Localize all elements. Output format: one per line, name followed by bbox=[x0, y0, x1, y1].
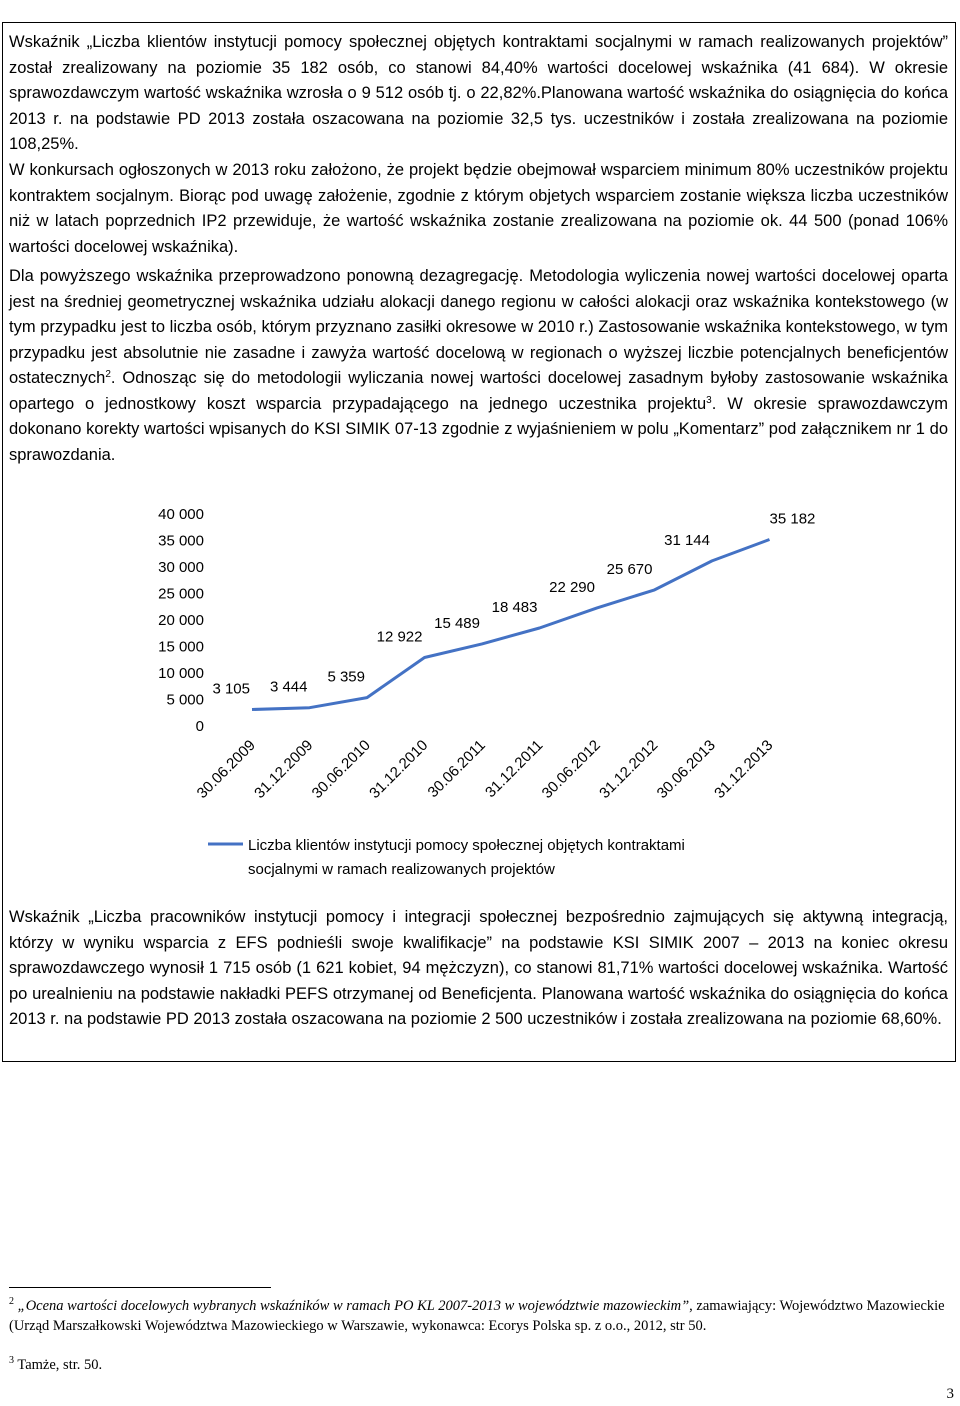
footnote-2 bbox=[9, 1296, 949, 1336]
legend-label-line1: Liczba klientów instytucji pomocy społecznej objętych kontraktami bbox=[248, 837, 685, 854]
legend-label-line2: socjalnymi w ramach realizowanych projektów bbox=[248, 861, 555, 878]
data-label: 5 359 bbox=[327, 668, 365, 686]
footnote-text: , zamawiający: Województwo Mazowieckie (Urząd Marszałkowski Województwa Mazowieckiego w Warszawie, wykonawca: Ecorys Polska sp. z o.o., 2012, str 50. bbox=[9, 1298, 945, 1334]
y-tick-label: 40 000 bbox=[158, 506, 204, 523]
data-label: 22 290 bbox=[549, 578, 595, 596]
paragraph-indicator-clients: Wskaźnik „Liczba klientów instytucji pomocy społecznej objętych kontraktami socjalnymi w ramach realizowanych projektów” został zrealizowany na poziomie 35 182 osób, co stanowi 84,40% wartości docelowej wskaźnika (41 684). W okresie sprawozdawczym wartość wskaźnika wzrosła o 9 512 osób tj. o 22,82%.Planowana wartość wskaźnika do osiągnięcia do końca 2013 r. na podstawie PD 2013 została oszacowana na poziomie 32,5 tys. uczestników i została zrealizowana na poziomie 108,25%. bbox=[9, 33, 948, 153]
footnote-number: 3 bbox=[9, 1355, 14, 1366]
data-label: 25 670 bbox=[606, 560, 653, 578]
paragraph-text: . W okresie sprawozdawczym dokonano korekty wartości wpisanych do KSI SIMIK 07-13 zgodnie z wyjaśnieniem w polu „Komentarz” pod załącznikem nr 1 do sprawozdania. bbox=[9, 394, 948, 464]
data-label: 18 483 bbox=[491, 599, 538, 617]
data-label: 12 922 bbox=[376, 628, 423, 646]
x-tick-label: 31.12.2013 bbox=[711, 736, 777, 802]
y-tick-label: 0 bbox=[195, 718, 204, 735]
y-tick-label: 25 000 bbox=[158, 585, 204, 603]
clients-line-chart bbox=[120, 490, 820, 890]
paragraph-text: . Odnosząc się do metodologii wyliczania nowej wartości docelowej zasadnym byłoby zastosowanie wskaźnika opartego o jednostkowy koszt wsparcia przypadającego na jednego uczestnika projektu bbox=[9, 369, 948, 413]
footnote-text: Tamże, str. 50. bbox=[17, 1357, 103, 1373]
x-tick-label: 31.12.2011 bbox=[482, 736, 547, 802]
y-tick-label: 10 000 bbox=[158, 665, 204, 682]
data-label: 31 144 bbox=[664, 531, 710, 549]
paragraph-indicator-workers: Wskaźnik „Liczba pracowników instytucji pomocy i integracji społecznej bezpośrednio zajmujących się aktywną integracją, którzy w wyniku wsparcia z EFS podnieśli swoje kwalifikacje” na podstawie KSI SIMIK 2007 – 2013 na koniec okresu sprawozdawczego wynosił 1 715 osób (1 621 kobiet, 94 mężczyzn), co stanowi 81,71% wartości docelowej wskaźnika. Wartość po urealnieniu na podstawie nakładki PEFS otrzymanej od Beneficjenta. Planowana wartość wskaźnika do osiągnięcia do końca 2013 r. na podstawie PD 2013 została oszacowana na poziomie 2 500 uczestników i została zrealizowana na poziomie 68,60%. bbox=[9, 908, 948, 1028]
y-tick-label: 20 000 bbox=[158, 612, 204, 629]
paragraph-disaggregation bbox=[9, 264, 948, 468]
footnote-separator bbox=[9, 1287, 271, 1288]
page-number: 3 bbox=[946, 1386, 954, 1402]
y-tick-label: 30 000 bbox=[158, 559, 204, 576]
x-tick-label: 31.12.2009 bbox=[251, 736, 317, 802]
data-label: 35 182 bbox=[769, 510, 816, 528]
x-tick-label: 30.06.2009 bbox=[193, 736, 259, 802]
y-tick-label: 5 000 bbox=[166, 691, 204, 709]
x-tick-label: 31.12.2012 bbox=[596, 736, 662, 802]
x-tick-label: 30.06.2012 bbox=[538, 736, 604, 802]
y-tick-label: 35 000 bbox=[158, 532, 204, 550]
x-tick-label: 30.06.2013 bbox=[653, 736, 719, 802]
x-tick-label: 30.06.2010 bbox=[308, 736, 374, 802]
footnote-ref-2[interactable]: 2 bbox=[105, 369, 111, 380]
footnote-3 bbox=[9, 1355, 949, 1375]
data-label: 3 105 bbox=[212, 680, 250, 698]
data-label: 3 444 bbox=[269, 678, 308, 696]
paragraph-text: Dla powyższego wskaźnika przeprowadzono ponowną dezagregację. Metodologia wyliczenia nowej wartości docelowej oparta jest na średniej geometrycznej wskaźnika udziału alokacji danego regionu w całości alokacji oraz wskaźnika kontekstowego (w tym przypadku jest to liczba osób, którym przyznano zasiłki okresowe w 2010 r.) Zastosowanie wskaźnika kontekstowego, w tym przypadku jest absolutnie nie zasadne i zawyża wartość docelową w regionach o wyższej liczbie potencjalnych beneficjentów ostatecznych bbox=[9, 267, 948, 387]
x-tick-label: 31.12.2010 bbox=[366, 736, 432, 802]
data-label: 15 489 bbox=[434, 614, 480, 632]
footnote-number: 2 bbox=[9, 1296, 14, 1307]
x-tick-label: 30.06.2011 bbox=[424, 736, 489, 802]
y-tick-label: 15 000 bbox=[158, 638, 204, 656]
paragraph-competitions-2013: W konkursach ogłoszonych w 2013 roku założono, że projekt będzie obejmował wsparciem minimum 80% uczestników projektu kontraktem socjalnym. Biorąc pod uwagę założenie, zgodnie z którym objetych wsparciem zostanie większa liczba uczestników niż w latach poprzednich IP2 przewiduje, że wartość wskaźnika zostanie zrealizowana na poziomie ok. 44 500 (ponad 106% wartości docelowej wskaźnika). bbox=[9, 161, 948, 256]
footnote-ref-3[interactable]: 3 bbox=[706, 394, 712, 406]
footnote-title: „Ocena wartości docelowych wybranych wskaźników w ramach PO KL 2007-2013 w województwie mazowieckim” bbox=[17, 1298, 690, 1314]
